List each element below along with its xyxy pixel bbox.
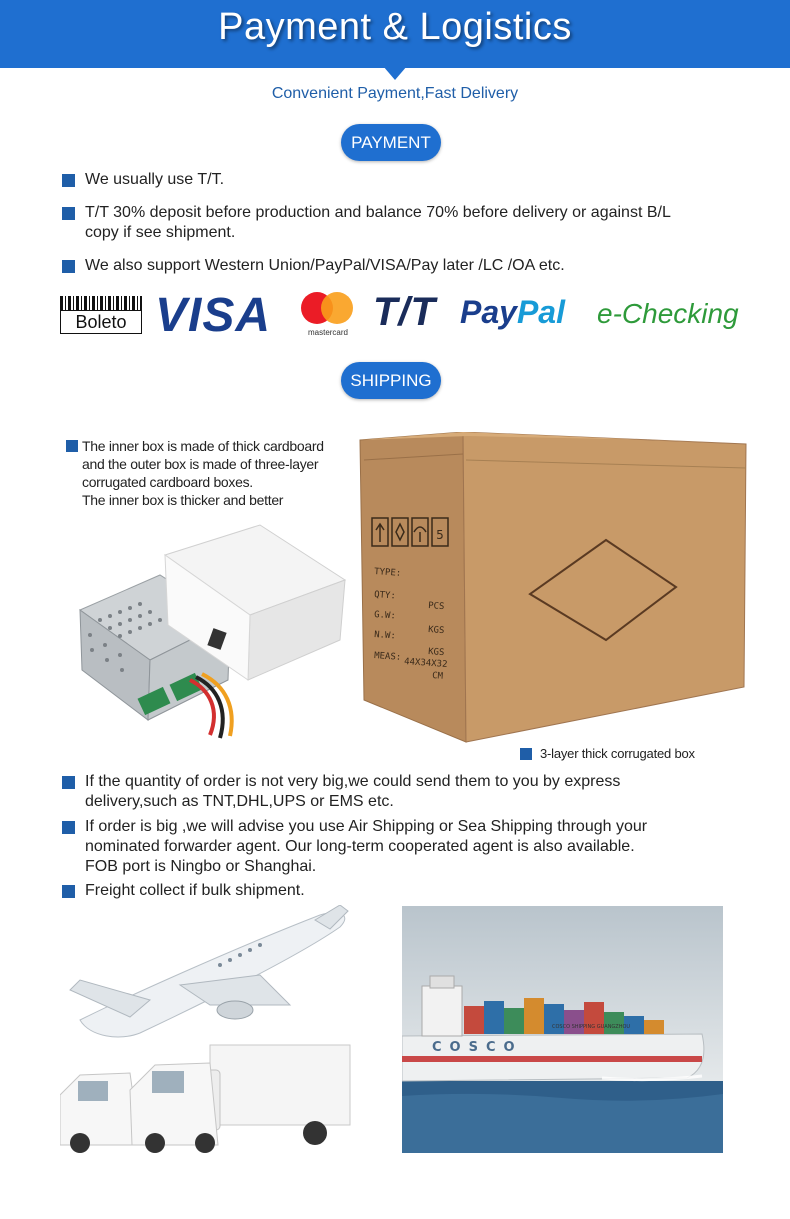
payment-logos (55, 286, 745, 346)
svg-text:QTY:: QTY: (373, 590, 397, 602)
svg-text:KGS: KGS (427, 625, 445, 637)
svg-text:COSCO: COSCO (432, 1040, 523, 1055)
page-title: Payment & Logistics (218, 6, 572, 48)
shipping-section-label: SHIPPING (341, 362, 441, 399)
corrugated-box-image (358, 432, 748, 744)
svg-text:N.W:: N.W: (373, 630, 397, 642)
bullet-square-icon (66, 440, 78, 452)
svg-text:PCS: PCS (427, 601, 445, 613)
svg-text:MEAS:: MEAS: (373, 651, 402, 663)
inner-box-note: The inner box is made of thick cardboard and the outer box is made of three-layer corrugated cardboard boxes. The inner box is thicker and better (66, 437, 324, 509)
shipping-bullet-1: If the quantity of order is not very big,we could send them to you by express delivery,such as TNT,DHL,UPS or EMS etc. (62, 772, 620, 812)
bullet-square-icon (62, 821, 75, 834)
payment-bullet-2: T/T 30% deposit before production and balance 70% before delivery or against B/L copy if see shipment. (62, 203, 671, 243)
bullet-square-icon (520, 748, 532, 760)
sea-shipping-image (402, 906, 723, 1153)
svg-text:CM: CM (431, 671, 444, 682)
payment-section-label: PAYMENT (341, 124, 441, 161)
bullet-square-icon (62, 207, 75, 220)
paypal-logo: PayPal (460, 294, 565, 330)
product-inner-box-image (60, 520, 350, 750)
page-header (0, 0, 790, 68)
svg-text:TYPE:: TYPE: (373, 567, 402, 579)
svg-text:COSCO SHIPPING GUANGZHOU: COSCO SHIPPING GUANGZHOU (552, 1024, 631, 1030)
tt-logo: T/T (373, 290, 436, 334)
shipping-bullet-3: Freight collect if bulk shipment. (62, 881, 305, 901)
bullet-square-icon (62, 776, 75, 789)
mastercard-orange-circle-icon (321, 292, 353, 324)
svg-text:5: 5 (436, 528, 444, 542)
air-truck-shipping-image (60, 905, 358, 1153)
mastercard-logo: mastercard (295, 290, 361, 342)
echecking-logo: e-Checking (597, 298, 739, 329)
boleto-logo: Boleto (60, 296, 142, 334)
box-caption: 3-layer thick corrugated box (520, 746, 695, 761)
payment-bullet-3: We also support Western Union/PayPal/VISA/Pay later /LC /OA etc. (62, 256, 565, 276)
page-subtitle: Convenient Payment,Fast Delivery (271, 85, 519, 102)
header-arrow (383, 66, 407, 80)
payment-bullet-1: We usually use T/T. (62, 170, 224, 190)
bullet-square-icon (62, 174, 75, 187)
shipping-bullet-2: If order is big ,we will advise you use Air Shipping or Sea Shipping through your nominated forwarder agent. Our long-term cooperated agent is also available. FOB port is Ningbo or Shanghai. (62, 817, 647, 877)
visa-logo: VISA (155, 289, 272, 342)
svg-text:G.W:: G.W: (373, 610, 397, 622)
svg-text:44X34X32: 44X34X32 (403, 657, 448, 671)
svg-text:KGS: KGS (427, 647, 445, 659)
bullet-square-icon (62, 260, 75, 273)
barcode-icon (60, 296, 142, 310)
bullet-square-icon (62, 885, 75, 898)
